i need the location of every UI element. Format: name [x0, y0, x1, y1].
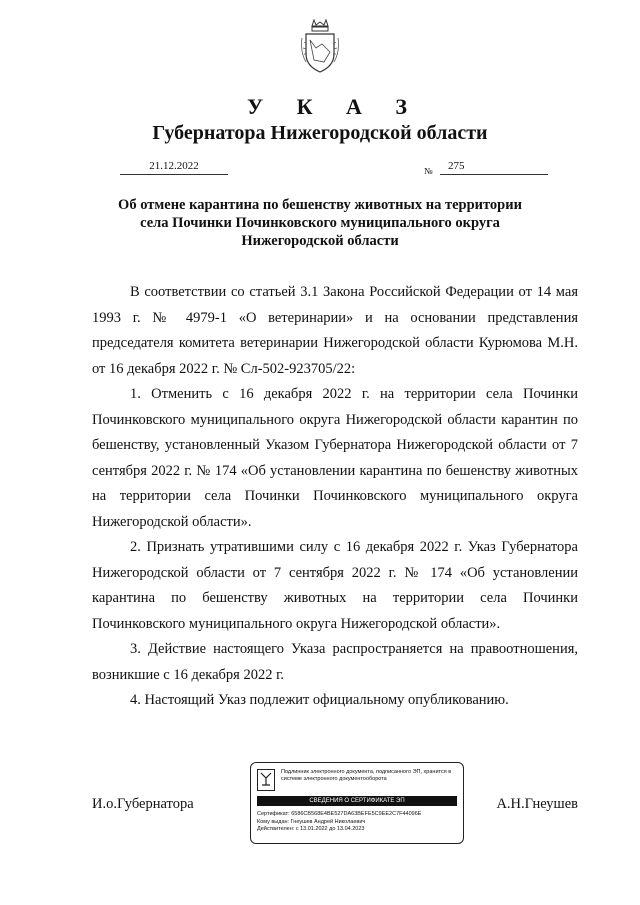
- document-subject: [100, 196, 540, 250]
- subject-line: Нижегородской области: [241, 233, 399, 249]
- issuer-title: Губернатора Нижегородской области: [152, 122, 488, 144]
- subject-line: села Починки Починковского муниципального округа: [140, 215, 500, 231]
- coat-of-arms-icon: [300, 18, 340, 74]
- emblem-icon: [257, 769, 275, 791]
- document-type-title: У К А З: [246, 94, 422, 119]
- certificate-validity: Действителен: с 13.01.2022 до 13.04.2023: [257, 826, 365, 832]
- document-number: 275: [448, 160, 465, 172]
- clause-paragraph: 4. Настоящий Указ подлежит официальному опубликованию.: [130, 692, 509, 708]
- document-date: 21.12.2022: [120, 160, 228, 175]
- document-number-field: [440, 160, 548, 175]
- electronic-signature-stamp: [250, 762, 464, 844]
- stamp-header-text: Подлинник электронного документа, подписанного ЭП, хранится в системе электронного документооборота: [281, 769, 452, 782]
- number-label: №: [424, 166, 433, 176]
- clause-paragraph: 2. Признать утратившими силу с 16 декабря 2022 г. Указ Губернатора Нижегородской области от 7 сентября 2022 г. № 174 «Об установлении карантина по бешенству животных на территории села Починки Починковского муниципального округа Нижегородской области».: [92, 539, 578, 632]
- signatory-name: А.Н.Гнеушев: [496, 796, 578, 812]
- certificate-owner: Кому выдан: Гнеушев Андрей Николаевич: [257, 818, 366, 825]
- clause-paragraph: 1. Отменить с 16 декабря 2022 г. на территории села Починки Починковского муниципального округа Нижегородской области карантин по бешенству, установленный Указом Губернатора Нижегородской области от 7 сентября 2022 г. № 174 «Об установлении карантина по бешенству животных на территории села Починки Починковского муниципального округа Нижегородской области».: [92, 386, 578, 530]
- certificate-id: Сертификат: 6586CB568E4BE527DA63BEFE5C9EE2C7F44096E: [257, 811, 422, 817]
- clause-paragraph: 3. Действие настоящего Указа распространяется на правоотношения, возникшие с 16 декабря 2022 г.: [92, 641, 578, 683]
- stamp-title-bar: СВЕДЕНИЯ О СЕРТИФИКАТЕ ЭП: [257, 796, 457, 806]
- stamp-details: [257, 811, 457, 834]
- document-body: [92, 280, 578, 714]
- preamble-paragraph: В соответствии со статьей 3.1 Закона Российской Федерации от 14 мая 1993 г. № 4979-1 «О ветеринарии» и на основании представления председателя комитета ветеринарии Нижегородской области Курюмова М.Н. от 16 декабря 2022 г. № Сл-502-923705/22:: [92, 284, 578, 377]
- signatory-position: И.о.Губернатора: [92, 796, 194, 812]
- subject-line: Об отмене карантина по бешенству животных на территории: [118, 197, 522, 213]
